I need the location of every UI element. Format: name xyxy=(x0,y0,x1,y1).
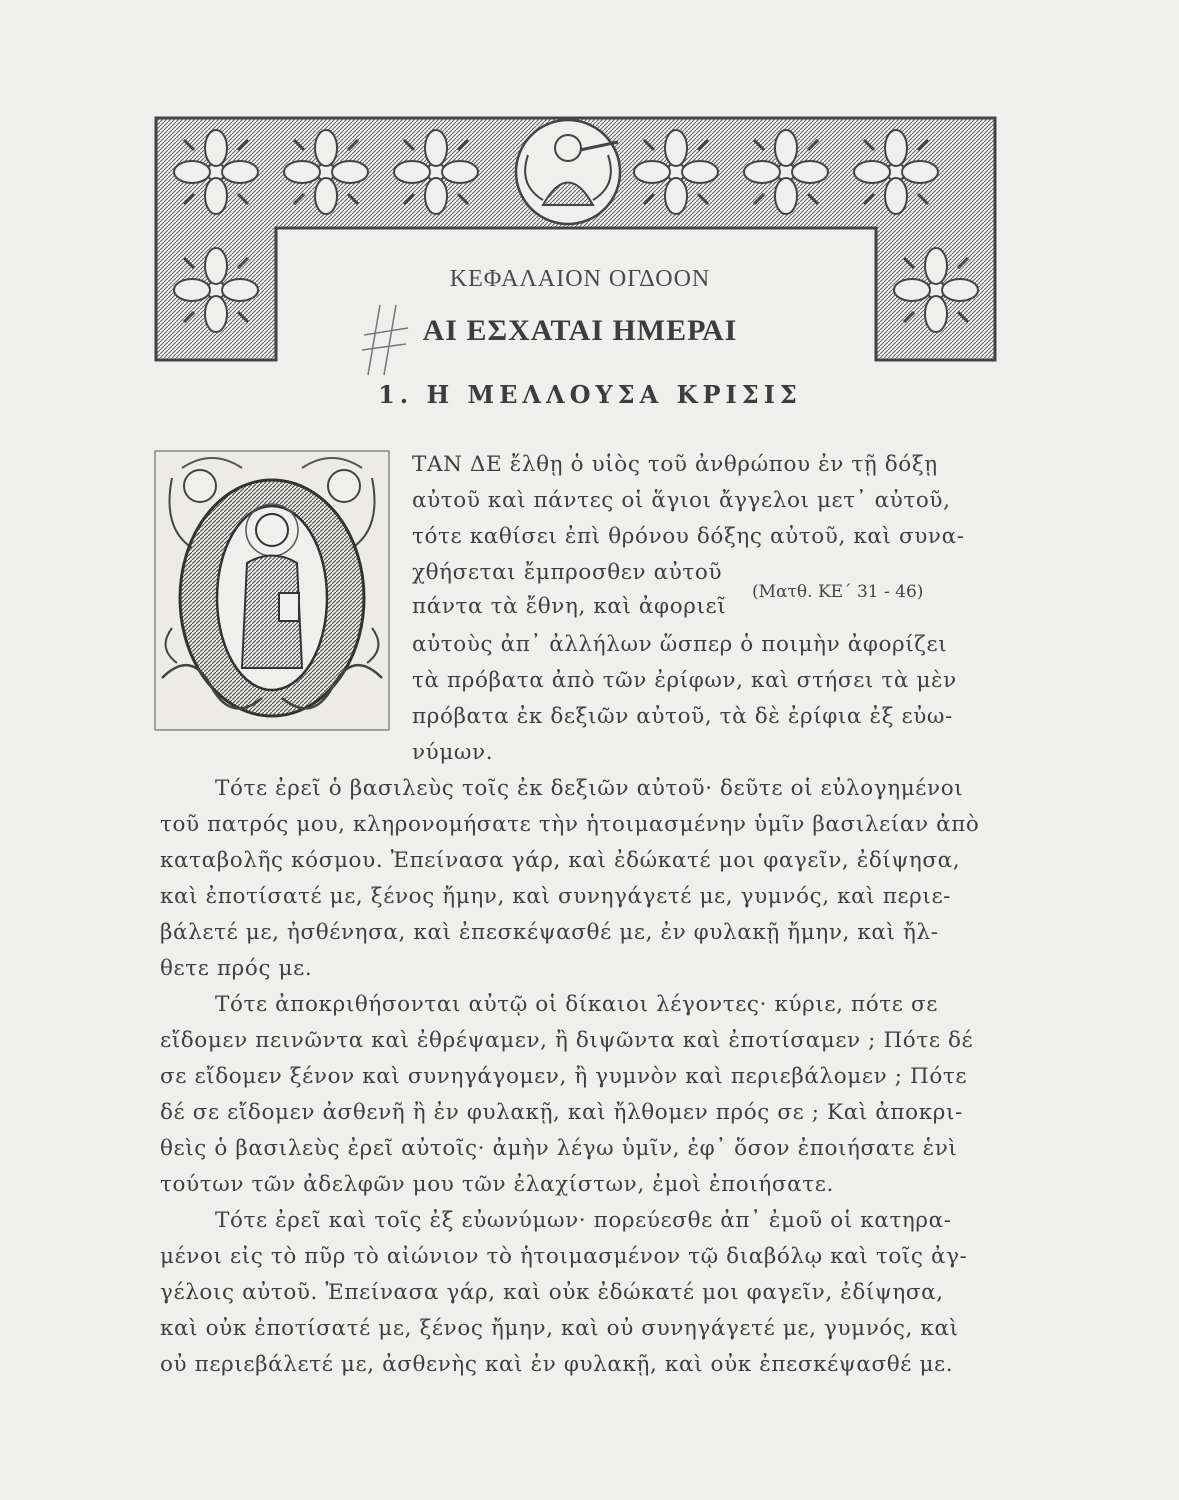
text-line: δέ σε εἴδομεν ἀσθενῆ ἢ ἐν φυλακῇ, καὶ ἤλθομεν πρός σε ; Καὶ ἀποκρι- xyxy=(160,1100,963,1125)
text-line: τούτων τῶν ἀδελφῶν μου τῶν ἐλαχίστων, ἐμοὶ ἐποιήσατε. xyxy=(160,1172,834,1197)
text-line: αὐτοὺς ἀπ᾽ ἀλλήλων ὥσπερ ὁ ποιμὴν ἀφορίζει xyxy=(412,632,948,657)
text-line: θετε πρός με. xyxy=(160,956,313,981)
text-line: μένοι εἰς τὸ πῦρ τὸ αἰώνιον τὸ ἡτοιμασμένον τῷ διαβόλῳ καὶ τοῖς ἀγ- xyxy=(160,1244,968,1269)
text-line: Τότε ἐρεῖ ὁ βασιλεὺς τοῖς ἐκ δεξιῶν αὐτοῦ· δεῦτε οἱ εὐλογημένοι xyxy=(215,776,964,801)
text-line: σε εἴδομεν ξένον καὶ συνηγάγομεν, ἢ γυμνὸν καὶ περιεβάλομεν ; Πότε xyxy=(160,1064,968,1089)
text-line: πρόβατα ἐκ δεξιῶν αὐτοῦ, τὰ δὲ ἐρίφια ἐξ εὐω- xyxy=(412,704,953,729)
text-line: αὐτοῦ καὶ πάντες οἱ ἅγιοι ἄγγελοι μετ᾽ αὐτοῦ, xyxy=(412,488,951,513)
text-line: θεὶς ὁ βασιλεὺς ἐρεῖ αὐτοῖς· ἀμὴν λέγω ὑμῖν, ἐφ᾽ ὅσον ἐποιήσατε ἑνὶ xyxy=(160,1136,958,1161)
text-line: πάντα τὰ ἔθνη, καὶ ἀφοριεῖ xyxy=(412,594,727,619)
chapter-label: ΚΕΦΑΛΑΙΟΝ ΟΓΔΟΟΝ xyxy=(449,266,711,292)
text-line: νύμων. xyxy=(412,740,494,765)
text-line: Τότε ἐρεῖ καὶ τοῖς ἐξ εὐωνύμων· πορεύεσθε ἀπ᾽ ἐμοῦ οἱ κατηρα- xyxy=(215,1208,952,1233)
section-title: 1. Η ΜΕΛΛΟΥΣΑ ΚΡΙΣΙΣ xyxy=(378,380,802,409)
text-line: καὶ ἐποτίσατέ με, ξένος ἤμην, καὶ συνηγάγετέ με, γυμνός, καὶ περιε- xyxy=(160,884,952,909)
text-line: βάλετέ με, ἠσθένησα, καὶ ἐπεσκέψασθέ με, ἐν φυλακῇ ἤμην, καὶ ἤλ- xyxy=(160,920,939,945)
text-line: καὶ οὐκ ἐποτίσατέ με, ξένος ἤμην, καὶ οὐ συνηγάγετέ με, γυμνός, καὶ xyxy=(160,1316,959,1341)
text-line: τὰ πρόβατα ἀπὸ τῶν ἐρίφων, καὶ στήσει τὰ μὲν xyxy=(412,668,957,693)
angel-medallion-icon xyxy=(516,120,620,224)
illuminated-initial-icon xyxy=(152,448,392,733)
text-line: γέλοις αὐτοῦ. Ἐπείνασα γάρ, καὶ οὐκ ἐδώκατέ μοι φαγεῖν, ἐδίψησα, xyxy=(160,1280,944,1305)
text-line: ΤΑΝ ΔΕ ἔλθῃ ὁ υἱὸς τοῦ ἀνθρώπου ἐν τῇ δόξῃ xyxy=(412,452,938,477)
scripture-reference: (Ματθ. ΚΕ΄ 31 - 46) xyxy=(752,582,924,602)
text-line: Τότε ἀποκριθήσονται αὐτῷ οἱ δίκαιοι λέγοντες· κύριε, πότε σε xyxy=(215,992,938,1017)
text-line: καταβολῆς κόσμου. Ἐπείνασα γάρ, καὶ ἐδώκατέ μοι φαγεῖν, ἐδίψησα, xyxy=(160,848,961,873)
text-line: οὐ περιεβάλετέ με, ἀσθενὴς καὶ ἐν φυλακῇ, καὶ οὐκ ἐπεσκέψασθέ με. xyxy=(160,1352,954,1377)
text-line: χθήσεται ἔμπροσθεν αὐτοῦ xyxy=(412,560,723,585)
text-line: τότε καθίσει ἐπὶ θρόνου δόξης αὐτοῦ, καὶ συνα- xyxy=(412,524,965,549)
text-line: εἴδομεν πεινῶντα καὶ ἐθρέψαμεν, ἢ διψῶντα καὶ ἐποτίσαμεν ; Πότε δέ xyxy=(160,1028,974,1053)
chapter-title: ΑΙ ΕΣΧΑΤΑΙ ΗΜΕΡΑΙ xyxy=(422,314,738,347)
text-line: τοῦ πατρός μου, κληρονομήσατε τὴν ἡτοιμασμένην ὑμῖν βασιλείαν ἀπὸ xyxy=(160,812,980,837)
